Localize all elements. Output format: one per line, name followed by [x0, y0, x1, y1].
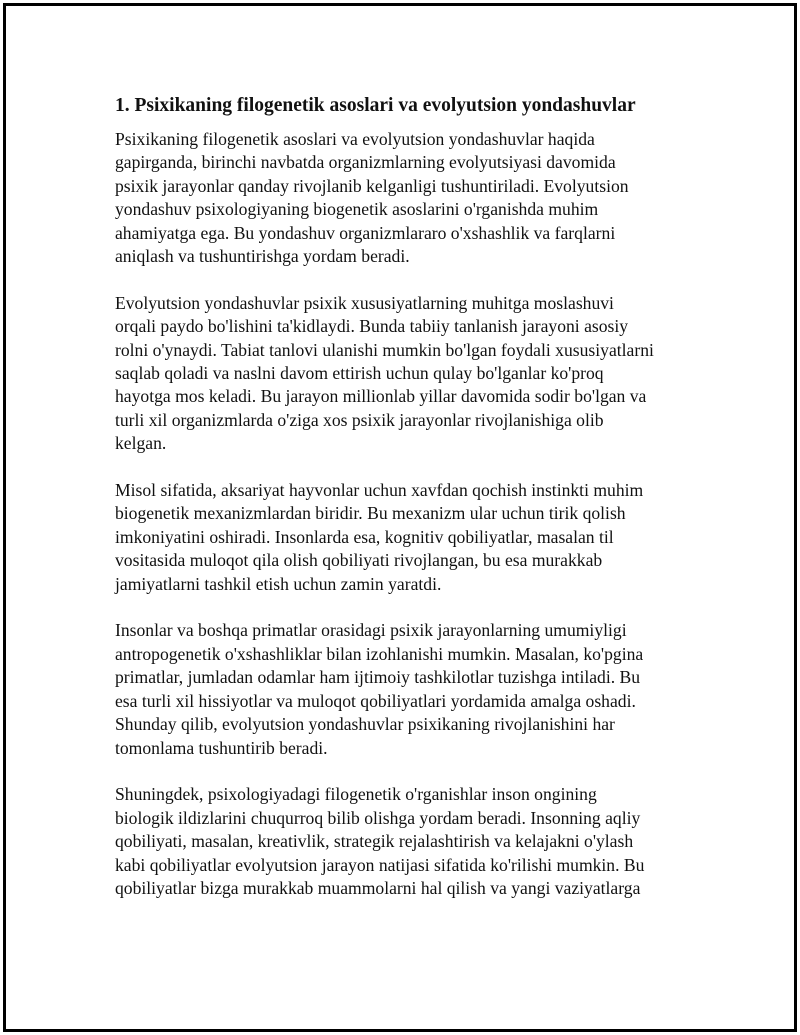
paragraph-line: primatlar, jumladan odamlar ham ijtimoiy tashkilotlar tuzishga intiladi. Bu: [115, 667, 641, 688]
paragraph-line: antropogenetik o'xshashliklar bilan izohlanishi mumkin. Masalan, ko'pgina: [115, 643, 644, 664]
paragraph-line: Evolyutsion yondashuvlar psixik xususiyatlarning muhitga moslashuvi: [115, 292, 614, 313]
section-heading: 1. Psixikaning filogenetik asoslari va evolyutsion yondashuvlar: [115, 95, 636, 116]
paragraph-line: psixik jarayonlar qanday rivojlanib kelganligi tushuntiriladi. Evolyutsion: [115, 175, 629, 196]
paragraph: [115, 292, 695, 456]
paragraph-line: rolni o'ynaydi. Tabiat tanlovi ulanishi mumkin bo'lgan foydali xususiyatlarni: [115, 339, 654, 360]
paragraph-line: Misol sifatida, aksariyat hayvonlar uchun xavfdan qochish instinkti muhim: [115, 480, 644, 501]
paragraph-line: aniqlash va tushuntirishga yordam beradi.: [115, 246, 410, 267]
paragraph-line: saqlab qoladi va naslni davom ettirish uchun qulay bo'lganlar ko'proq: [115, 363, 604, 384]
paragraph-list: [115, 128, 695, 900]
paragraph-line: Shunday qilib, evolyutsion yondashuvlar psixikaning rivojlanishini har: [115, 714, 615, 735]
paragraph-line: tomonlama tushuntirib beradi.: [115, 737, 328, 758]
paragraph: [115, 619, 695, 759]
paragraph: [115, 479, 695, 596]
paragraph-line: jamiyatlarni tashkil etish uchun zamin yaratdi.: [115, 573, 442, 594]
paragraph-line: esa turli xil hissiyotlar va muloqot qobiliyatlari yordamida amalga oshadi.: [115, 690, 636, 711]
paragraph-line: turli xil organizmlarda o'ziga xos psixik jarayonlar rivojlanishiga olib: [115, 409, 604, 430]
paragraph-line: kelgan.: [115, 433, 167, 454]
paragraph-line: biologik ildizlarini chuqurroq bilib olishga yordam beradi. Insonning aqliy: [115, 807, 641, 828]
paragraph-line: biogenetik mexanizmlardan biridir. Bu mexanizm ular uchun tirik qolish: [115, 503, 626, 524]
paragraph: [115, 783, 695, 900]
paragraph-line: hayotga mos keladi. Bu jarayon millionlab yillar davomida sodir bo'lgan va: [115, 386, 647, 407]
document-body: [115, 92, 695, 924]
paragraph-line: Shuningdek, psixologiyadagi filogenetik o'rganishlar inson ongining: [115, 784, 597, 805]
paragraph-line: qobiliyati, masalan, kreativlik, strategik rejalashtirish va kelajakni o'ylash: [115, 831, 634, 852]
paragraph: [115, 128, 695, 268]
paragraph-line: yondashuv psixologiyaning biogenetik asoslarini o'rganishda muhim: [115, 199, 599, 220]
paragraph-line: Psixikaning filogenetik asoslari va evolyutsion yondashuvlar haqida: [115, 129, 595, 149]
paragraph-line: orqali paydo bo'lishini ta'kidlaydi. Bunda tabiiy tanlanish jarayoni asosiy: [115, 316, 629, 337]
paragraph-line: ahamiyatga ega. Bu yondashuv organizmlararo o'xshashlik va farqlarni: [115, 222, 616, 243]
paragraph-line: Insonlar va boshqa primatlar orasidagi psixik jarayonlarning umumiyligi: [115, 620, 627, 641]
paragraph-line: vositasida muloqot qila olish qobiliyati rivojlangan, bu esa murakkab: [115, 550, 603, 571]
paragraph-line: kabi qobiliyatlar evolyutsion jarayon natijasi sifatida ko'rilishi mumkin. Bu: [115, 854, 645, 875]
paragraph-line: gapirganda, birinchi navbatda organizmlarning evolyutsiyasi davomida: [115, 152, 616, 173]
paragraph-line: imkoniyatini oshiradi. Insonlarda esa, kognitiv qobiliyatlar, masalan til: [115, 526, 614, 547]
paragraph-line: qobiliyatlar bizga murakkab muammolarni hal qilish va yangi vaziyatlarga: [115, 877, 641, 898]
